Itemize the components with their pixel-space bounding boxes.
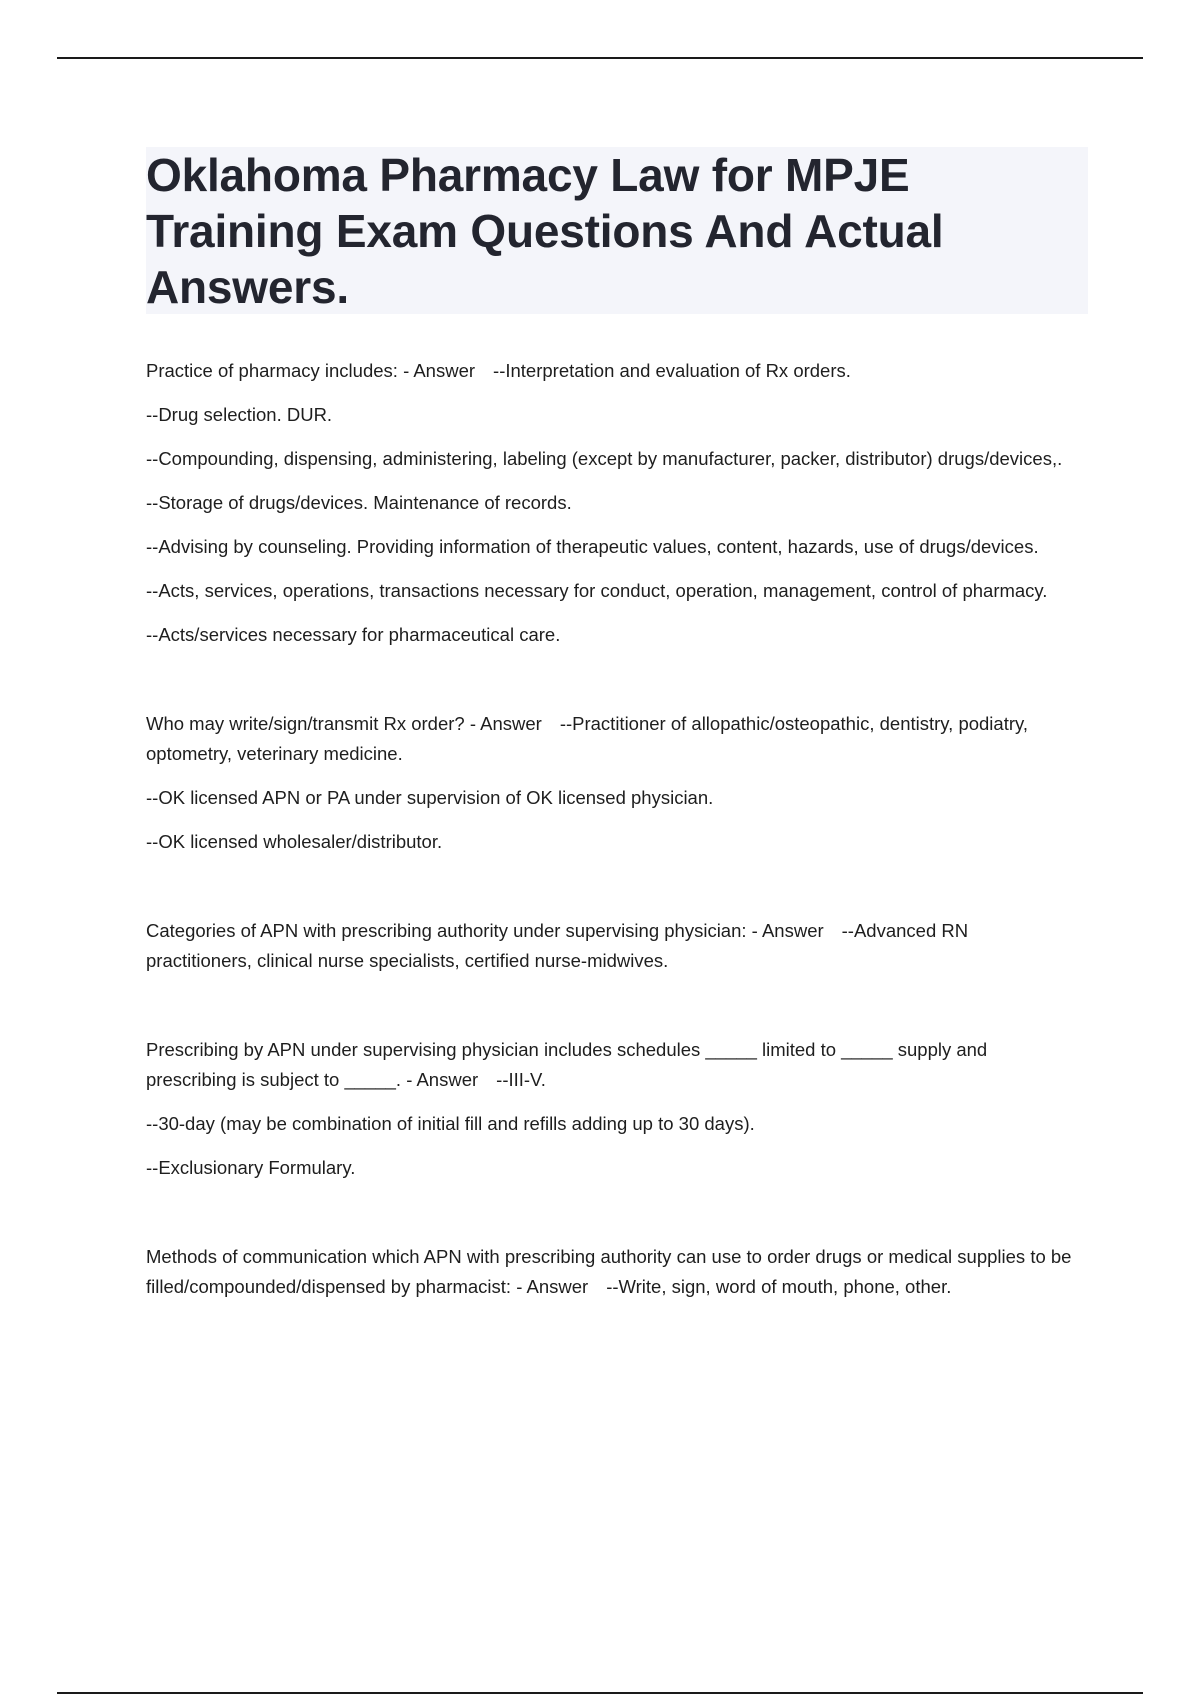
qa-list — [146, 356, 1076, 1302]
top-rule — [57, 57, 1143, 59]
question-text: Prescribing by APN under supervising physician includes schedules _____ limited to _____ supply and prescribing is subject to _____. — [146, 1039, 988, 1090]
answer-text: --Practitioner of allopathic/osteopathic, dentistry, podiatry, optometry, veterinary medicine. — [146, 713, 1029, 764]
title-banner — [146, 147, 1088, 314]
bottom-rule — [57, 1692, 1143, 1694]
question-text: Categories of APN with prescribing authority under supervising physician: — [146, 920, 747, 941]
answer-marker: - Answer — [516, 1276, 589, 1297]
qa-item — [146, 709, 1076, 857]
answer-line: --OK licensed APN or PA under supervision of OK licensed physician. — [146, 787, 714, 808]
answer-marker: - Answer — [406, 1069, 479, 1090]
qa-question-line — [146, 709, 1076, 769]
answer-line: --OK licensed wholesaler/distributor. — [146, 831, 443, 852]
answer-line: --Storage of drugs/devices. Maintenance of records. — [146, 492, 572, 513]
qa-question-line — [146, 356, 1076, 386]
answer-line: --Compounding, dispensing, administering, labeling (except by manufacturer, packer, distributor) drugs/devices,. — [146, 448, 1063, 469]
question-text: Methods of communication which APN with prescribing authority can use to order drugs or medical supplies to be filled/compounded/dispensed by pharmacist: — [146, 1246, 1072, 1297]
answer-text: --Interpretation and evaluation of Rx orders. — [493, 360, 851, 381]
answer-line: --Drug selection. DUR. — [146, 404, 333, 425]
answer-marker: - Answer — [751, 920, 824, 941]
qa-item — [146, 1242, 1076, 1302]
answer-line: --Exclusionary Formulary. — [146, 1157, 356, 1178]
answer-marker: - Answer — [403, 360, 476, 381]
answer-line: --30-day (may be combination of initial fill and refills adding up to 30 days). — [146, 1113, 755, 1134]
answer-text: --Write, sign, word of mouth, phone, other. — [606, 1276, 952, 1297]
document-title: Oklahoma Pharmacy Law for MPJE Training Exam Questions And Actual Answers. — [146, 149, 944, 313]
answer-line: --Acts, services, operations, transactions necessary for conduct, operation, management, control of pharmacy. — [146, 580, 1048, 601]
answer-line: --Advising by counseling. Providing information of therapeutic values, content, hazards, use of drugs/devices. — [146, 536, 1039, 557]
qa-item — [146, 916, 1076, 976]
question-text: Who may write/sign/transmit Rx order? — [146, 713, 465, 734]
qa-item — [146, 356, 1076, 650]
qa-question-line — [146, 1242, 1076, 1302]
answer-marker: - Answer — [469, 713, 542, 734]
qa-question-line — [146, 916, 1076, 976]
qa-item — [146, 1035, 1076, 1183]
question-text: Practice of pharmacy includes: — [146, 360, 398, 381]
answer-line: --Acts/services necessary for pharmaceutical care. — [146, 624, 561, 645]
answer-text: --III-V. — [496, 1069, 546, 1090]
qa-question-line — [146, 1035, 1076, 1095]
answer-text: --Advanced RN practitioners, clinical nurse specialists, certified nurse-midwives. — [146, 920, 969, 971]
